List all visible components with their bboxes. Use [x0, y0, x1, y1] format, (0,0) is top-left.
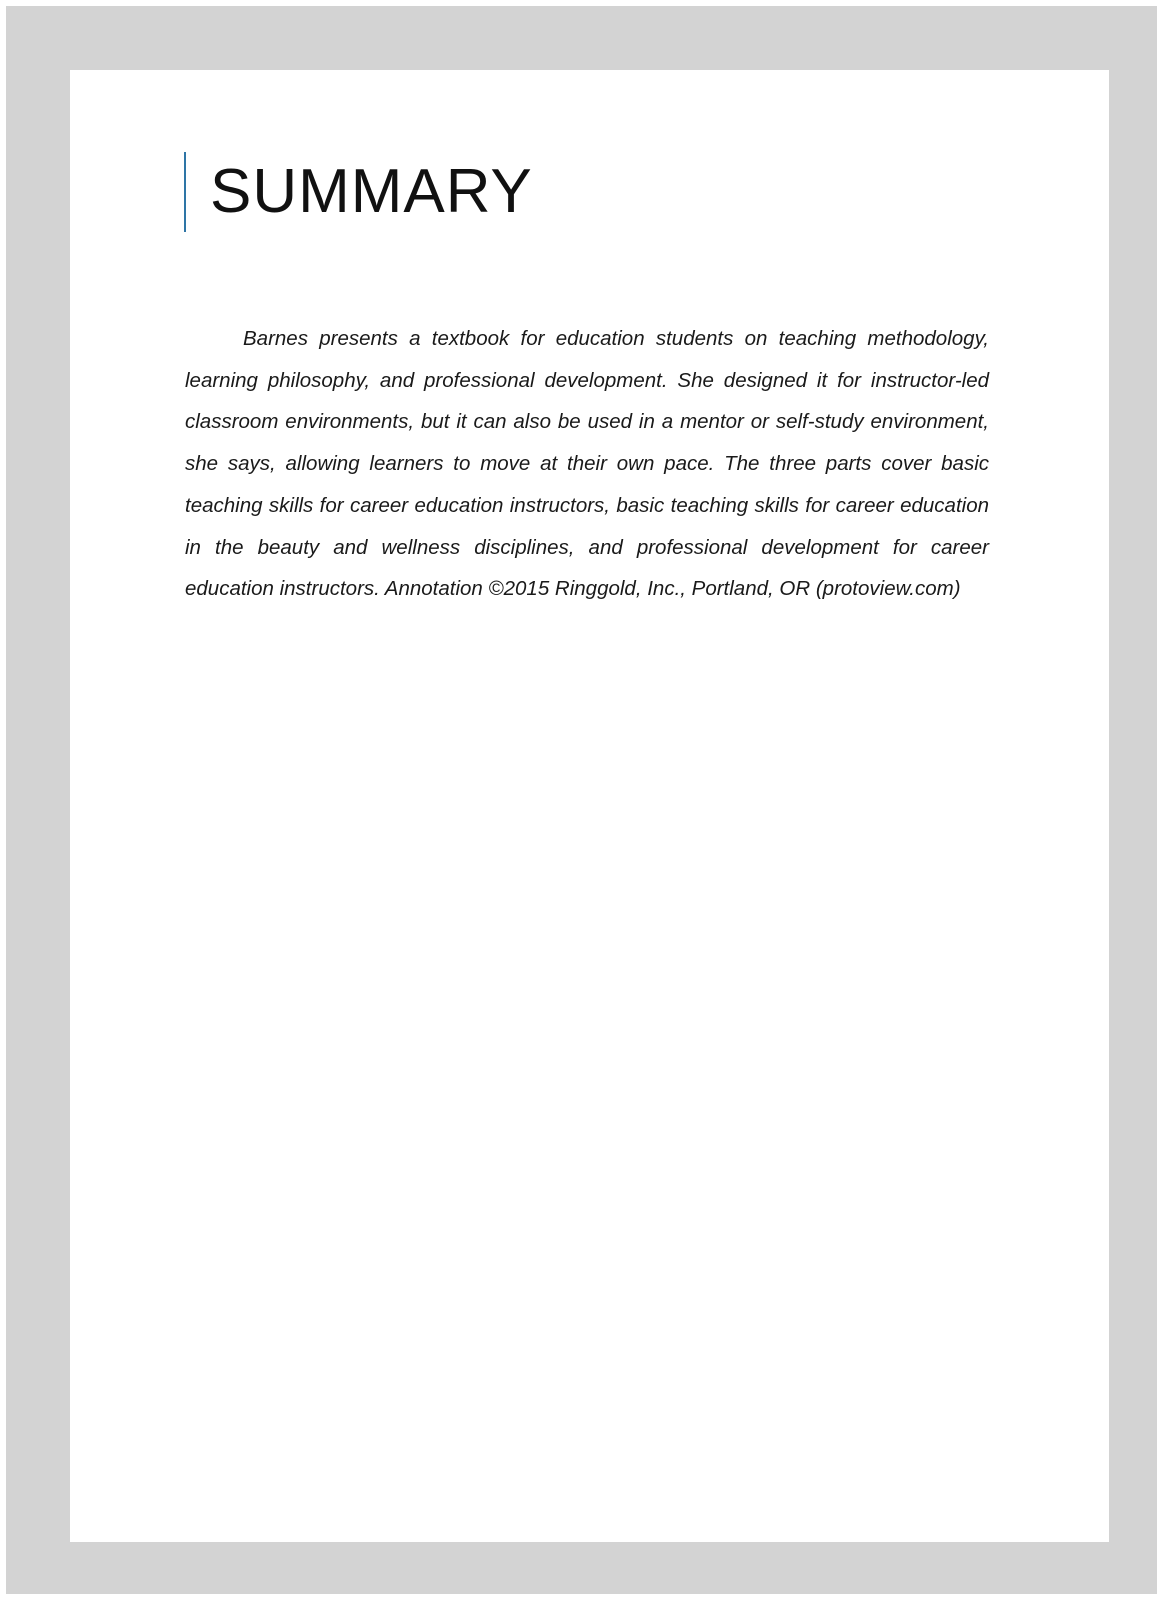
document-page	[70, 70, 1109, 1542]
page-frame	[6, 6, 1157, 1594]
title-block	[184, 152, 533, 232]
page-title: SUMMARY	[210, 157, 533, 226]
summary-paragraph: Barnes presents a textbook for education students on teaching methodology, learning philosophy, and professional development. She designed it for instructor-led classroom environments, but it can also be used in a mentor or self-study environment, she says, allowing learners to move at their own pace. The three parts cover basic teaching skills for career education instructors, basic teaching skills for career education in the beauty and wellness disciplines, and professional development for career education instructors. Annotation ©2015 Ringgold, Inc., Portland, OR (protoview.com)	[185, 327, 989, 601]
title-accent-rule	[184, 152, 186, 232]
